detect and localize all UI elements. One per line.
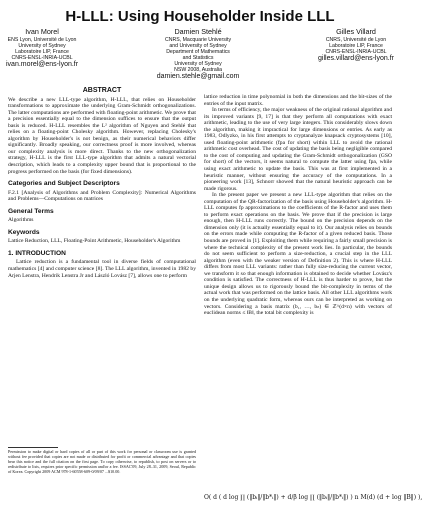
introduction-heading: 1. INTRODUCTION <box>8 249 66 257</box>
author-2 <box>157 28 240 81</box>
author-name: Ivan Morel <box>25 27 59 36</box>
author-affiliation: CNRS, Macquarie University <box>165 36 232 43</box>
author-affiliation: CNRS, Université de Lyon <box>325 36 387 43</box>
author-affiliation: CNRS-ENSL-INRIA-UCBL <box>325 48 387 55</box>
general-terms-text: Algorithms <box>8 217 34 224</box>
author-email: damien.stehle@gmail.com <box>156 73 240 81</box>
abstract-heading: ABSTRACT <box>82 87 122 94</box>
paragraph: In the present paper we present a new LLL-type algorithm that relies on the computation of the QR-factorization of the basis using Householder's algorithm. H-LLL computes fp approximations to the coefficients of the R-factor and uses them to perform exact operations on the basis. We prove that if the precision is large enough, then H-LLL runs correctly. The bound on the precision depends on the dimension only (it is actually essentially equal to it). Our analysis relies on bounds on the errors made while computing the R-factor of a given reduced basis. Those bounds are proved in [1]. Exploiting them while requiring a fairly small precision is where the technical complexity of the present work lies. In particular, the bounds do not seem sufficient to perform a size-reduction, a crucial step in the LLL algorithm (even with the weaker version of Definition 2). This is where H-LLL differs from most LLL variants: rather than fully size-reducing the current vector, we transform it so that enough information is obtained to decide whether Lovász's condition is satisfied. The correctness of H-LLL is thus harder to prove, but the unique design allows us to rigorously bound the bit-complexity in terms of the actual work that was performed on the lattice basis. All other LLL algorithms work on the underlying quadratic form, whereas ours can be interpreted as working on vectors. Considering a basis matrix (b₁, …, bₙ) ∈ ℤ^(d×n) with vectors of euclidean norms ≤ ‖B‖, the total bit complexity is <box>204 192 392 317</box>
author-affiliation: NSW 2008, Australia <box>174 66 222 73</box>
author-name: Gilles Villard <box>336 27 376 36</box>
author-affiliation: Laboratoire LIP, France <box>329 42 383 49</box>
paragraph: lattice reduction in time polynomial in both the dimensions and the bit-sizes of the entries of the input matrix. <box>204 94 392 107</box>
paragraph: In terms of efficiency, the major weakness of the original rational algorithm and its improved variants [9, 17] is that they perform all computations with exact arithmetic, leading to the use of very large integers. This considerably slows down the algorithm, making it impractical for large dimensions or entries. As early as 1983, Odlyzko, in his first attempts to cryptanalyze knapsack cryptosystems [10], used floating-point arithmetic (fpa for short) within LLL to avoid the rational arithmetic cost overhead. The cost of updating the basis being negligible compared to the cost of computing and updating the Gram-Schmidt orthogonalization (GSO for short) of the vectors, it seems natural to compute the latter using fpa, while using exact arithmetic to update the basis. This was at first implemented in a heuristic manner, without ensuring the accuracy of the computations. In a pioneering work [13], Schnorr showed that the natural heuristic approach can be made rigorous. <box>204 107 392 192</box>
author-affiliation: Laboratoire LIP, France <box>15 48 69 55</box>
left-column <box>8 88 196 279</box>
complexity-formula: O( d ( d log ∏ (‖bᵢ‖/‖b*ᵢ‖) + d/β log ∏ (‖bᵢ‖/‖b*ᵢ‖) ) n M(d) (d + log ‖B‖) ), <box>204 494 422 501</box>
author-affiliation: ENS Lyon, Université de Lyon <box>7 36 77 43</box>
author-3 <box>318 28 394 81</box>
keywords-text: Lattice Reduction, LLL, Floating-Point Arithmetic, Householder's Algorithm <box>8 238 181 245</box>
author-1 <box>6 28 78 81</box>
general-terms-heading: General Terms <box>8 207 54 215</box>
author-affiliation: and University of Sydney <box>169 42 227 49</box>
copyright-notice: Permission to make digital or hard copies of all or part of this work for personal or classroom use is granted without fee provided that copies are not made or distributed for profit or commercial advantage and that copies bear this notice and the full citation on the first page. To copy otherwise, to republish, to post on servers or to redistribute to lists, requires prior specific permission and/or a fee. ISSAC'09, July 28–31, 2009, Seoul, Republic of Korea. Copyright 2009 ACM 978-1-60558-609-0/09/07 ...$10.00. <box>8 449 196 474</box>
author-email: ivan.morel@ens-lyon.fr <box>6 60 79 68</box>
categories-heading: Categories and Subject Descriptors <box>8 180 120 188</box>
abstract-text: We describe a new LLL-type algorithm, H-LLL, that relies on Householder transformations to approximate the underlying Gram-Schmidt orthogonalizations. The latter computations are performed with floating-point arithmetic. We prove that a precision essentially equal to the dimension suffices to ensure that the output basis is reduced. H-LLL resembles the L² algorithm of Nguyen and Stehlé that relies on a floating-point Cholesky algorithm. However, replacing Cholesky's algorithm by Householder's is not benign, as their numerical behaviors differ significantly. Broadly speaking, our correctness proof is more involved, whereas our complexity analysis is more direct. Thanks to the new orthogonalization strategy, H-LLL is the first LLL-type algorithm that admits a natural vectorial description, which leads to a complexity upper bound that is proportional to the progress performed on the basis (for fixed dimensions). <box>8 96 196 175</box>
author-email: gilles.villard@ens-lyon.fr <box>318 54 394 62</box>
keywords-heading: Keywords <box>8 228 40 236</box>
author-affiliation: and Statistics <box>182 54 214 61</box>
paper-title: H-LLL: Using Householder Inside LLL <box>65 8 335 25</box>
author-block <box>6 28 394 81</box>
footnote-rule <box>8 447 58 448</box>
author-name: Damien Stehlé <box>174 27 222 36</box>
author-affiliation: Department of Mathematics <box>166 48 230 55</box>
categories-text: F.2.1 [Analysis of Algorithms and Problem Complexity]: Numerical Algorithms and Problems—Computations on matrices <box>8 189 196 203</box>
right-column <box>204 94 392 317</box>
author-affiliation: CNRS-ENSL-INRIA-UCBL <box>11 54 73 61</box>
introduction-text: Lattice reduction is a fundamental tool in diverse fields of computational mathematics [4] and computer science [8]. The LLL algorithm, invented in 1982 by Arjen Lenstra, Hendrik Lenstra Jr and László Lovász [7], allows one to perform <box>8 259 196 279</box>
author-affiliation: University of Sydney <box>18 42 66 49</box>
author-affiliation: University of Sydney <box>174 60 222 67</box>
